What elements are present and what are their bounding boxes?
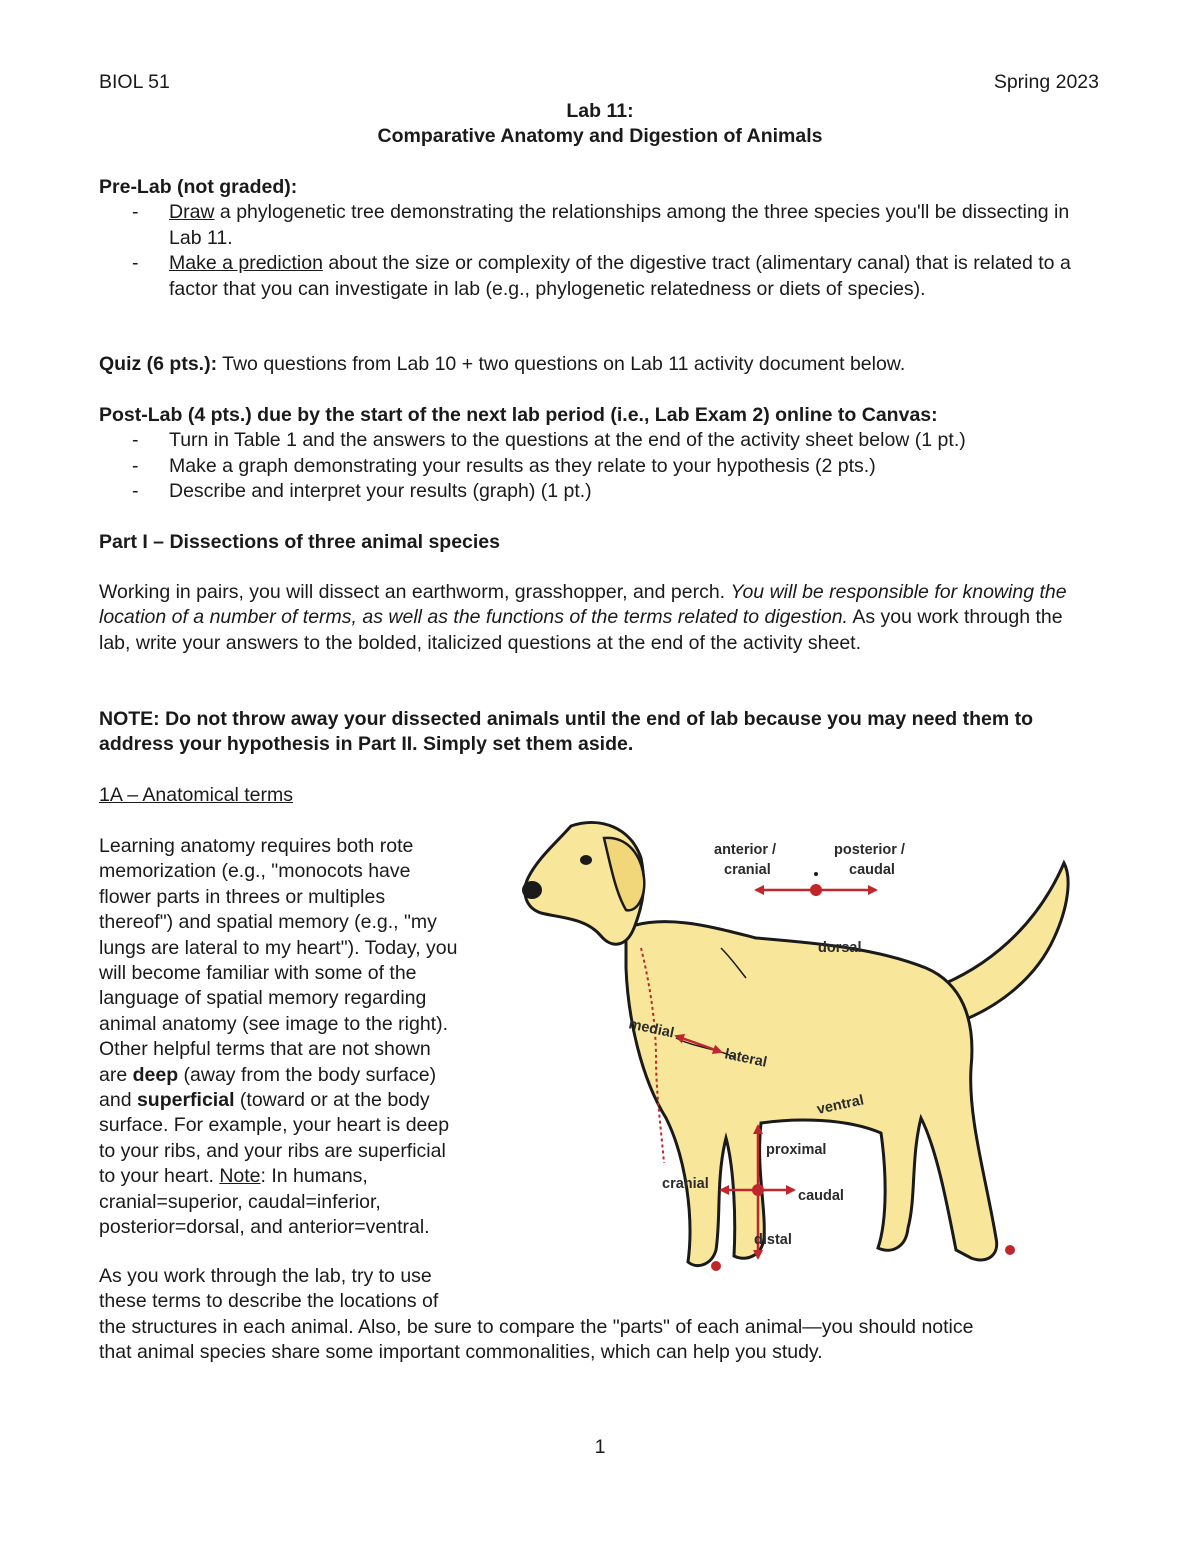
text-line: these terms to describe the locations of	[99, 1290, 439, 1313]
text-line: memorization (e.g., "monocots have	[99, 860, 411, 883]
text-line: to your heart. Note: In humans,	[99, 1165, 368, 1188]
term-label: Spring 2023	[993, 71, 1099, 93]
dog-anatomy-figure	[516, 818, 1076, 1284]
anatomy-text-column	[99, 834, 519, 1241]
prelab-list	[99, 200, 1099, 302]
draw-underlined: Draw	[169, 201, 215, 224]
text-line: will become familiar with some of the	[99, 962, 417, 985]
quiz-text: Two questions from Lab 10 + two questions on Lab 11 activity document below.	[217, 353, 906, 375]
text-line: lungs are lateral to my heart"). Today, you	[99, 936, 458, 959]
course-label: BIOL 51	[99, 71, 170, 93]
arrow-center-dot	[810, 884, 822, 896]
label-distal: distal	[754, 1232, 792, 1248]
label-anterior: anterior /	[714, 842, 777, 858]
label-caudal-leg: caudal	[798, 1188, 844, 1204]
text-line: flower parts in threes or multiples	[99, 885, 386, 908]
term-superficial: superficial	[136, 1089, 235, 1112]
label-dorsal: dorsal	[818, 940, 862, 956]
dog-body	[626, 922, 997, 1266]
text-line: As you work through the lab, try to use	[99, 1265, 432, 1287]
text-line: Learning anatomy requires both rote	[99, 835, 414, 857]
dog-eye	[580, 855, 592, 865]
postlab-list	[99, 428, 1099, 504]
text-line: and superficial (toward or at the body	[99, 1089, 430, 1112]
label-cranial-leg: cranial	[662, 1176, 709, 1192]
quiz-line	[99, 352, 1099, 377]
label-posterior: posterior /	[834, 842, 905, 858]
note-paragraph: NOTE: Do not throw away your dissected animals until the end of lab because you may need them to address your hypothesis in Part II. Simply set them aside.	[99, 708, 1034, 756]
postlab-heading: Post-Lab (4 pts.) due by the start of the next lab period (i.e., Lab Exam 2) online to Canvas:	[99, 404, 938, 426]
text-line: that animal species share some important commonalities, which can help you study.	[99, 1341, 823, 1364]
term-deep: deep	[132, 1063, 179, 1086]
text-line: are deep (away from the body surface)	[99, 1063, 437, 1086]
leg-center-dot	[752, 1184, 764, 1196]
label-caudal-top: caudal	[849, 862, 895, 878]
label-medial: medial	[627, 1016, 676, 1042]
text-line: Other helpful terms that are not shown	[99, 1038, 431, 1061]
section-1a-heading: 1A – Anatomical terms	[99, 784, 294, 806]
part1-text-a: Working in pairs, you will dissect an earthworm, grasshopper, and perch.	[99, 581, 731, 603]
prelab-section	[99, 175, 1099, 302]
postlab-section	[99, 403, 1099, 505]
paw-dot	[1005, 1245, 1015, 1255]
page-number: 1	[594, 1436, 606, 1458]
lab-subtitle: Comparative Anatomy and Digestion of Animals	[377, 125, 823, 147]
text-line: the structures in each animal. Also, be sure to compare the "parts" of each animal—you should notice	[99, 1315, 974, 1338]
predict-underlined: Make a prediction	[169, 252, 323, 275]
text-line: animal anatomy (see image to the right).	[99, 1012, 449, 1035]
label-cranial-top: cranial	[724, 862, 771, 878]
prelab-item-1-text: a phylogenetic tree demonstrating the relationships among the three species you'll be dissecting in Lab 11.	[169, 201, 1070, 249]
text-line: surface. For example, your heart is deep	[99, 1114, 450, 1137]
prelab-item-draw	[99, 200, 1099, 251]
postlab-item: - Describe and interpret your results (graph) (1 pt.)	[99, 479, 1099, 504]
prelab-item-predict	[99, 251, 1099, 302]
label-proximal: proximal	[766, 1142, 827, 1158]
dog-nose	[522, 881, 542, 899]
label-ventral: ventral	[815, 1092, 866, 1118]
prelab-item-2-text: about the size or complexity of the digestive tract (alimentary canal) that is related to a factor that you can investigate in lab (e.g., phylogenetic relatedness or diets of species).	[169, 252, 1071, 300]
lab-title: Lab 11:	[566, 100, 634, 122]
separator-dot	[814, 872, 818, 876]
text-line: language of spatial memory regarding	[99, 987, 427, 1010]
postlab-item: - Turn in Table 1 and the answers to the questions at the end of the activity sheet below (1 pt.)	[99, 428, 1099, 453]
note-underlined: Note	[219, 1165, 261, 1188]
text-line: to your ribs, and your ribs are superficial	[99, 1139, 446, 1162]
postlab-item: - Make a graph demonstrating your results as they relate to your hypothesis (2 pts.)	[99, 454, 1099, 479]
part1-text-b: As you work through the lab, write your answers to the bolded, italicized questions at the end of the activity sheet.	[99, 606, 1063, 654]
paw-dot	[711, 1261, 721, 1271]
prelab-heading: Pre-Lab (not graded):	[99, 176, 298, 198]
part1-paragraph	[99, 580, 1099, 656]
part1-heading: Part I – Dissections of three animal species	[99, 531, 500, 553]
text-line: thereof") and spatial memory (e.g., "my	[99, 911, 437, 934]
quiz-label: Quiz (6 pts.):	[99, 353, 218, 375]
text-line: posterior=dorsal, and anterior=ventral.	[99, 1216, 430, 1239]
part1-text-italic: You will be responsible for knowing the location of a number of terms, as well as the functions of the terms related to digestion.	[99, 581, 1067, 629]
label-lateral: lateral	[723, 1046, 769, 1071]
text-line: cranial=superior, caudal=inferior,	[99, 1190, 381, 1213]
dog-illustration	[516, 818, 1076, 1284]
